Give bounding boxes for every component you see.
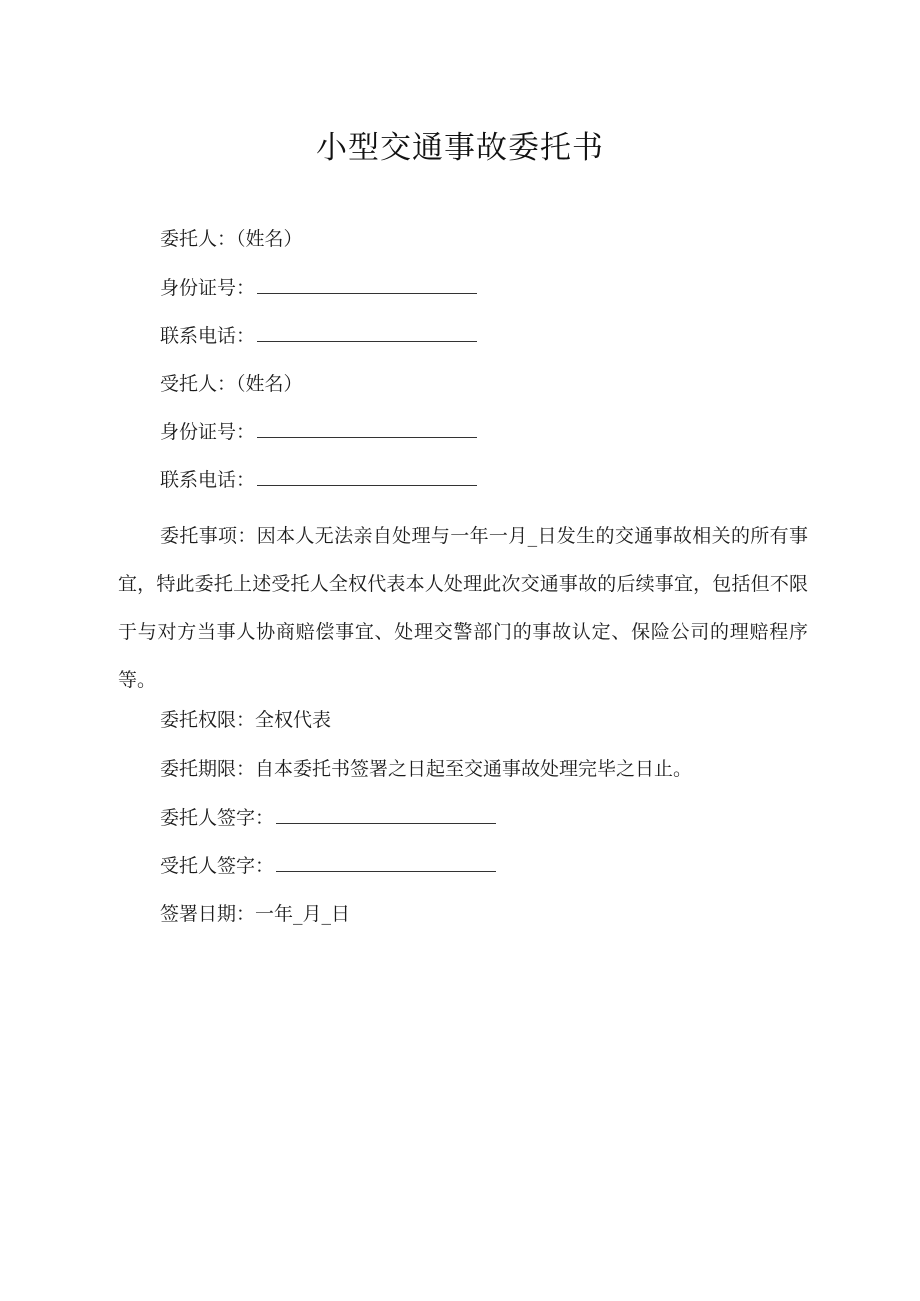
authority-line: 委托权限：全权代表 [160,709,332,731]
principal-id-blank[interactable] [257,275,477,294]
agent-signature-label: 受托人签字： [160,855,275,877]
agent-phone-blank[interactable] [257,467,477,486]
sign-date-line: 签署日期：一年_月_日 [160,903,351,925]
principal-signature-line [160,803,496,833]
principal-label: 委托人： [160,228,237,250]
agent-label: 受托人： [160,373,237,395]
agent-phone-label: 联系电话： [160,469,256,491]
agent-id-blank[interactable] [257,419,477,438]
principal-phone-blank[interactable] [257,323,477,342]
matters-paragraph: 委托事项：因本人无法亲自处理与一年一月_日发生的交通事故相关的所有事宜，特此委托上述受托人全权代表本人处理此次交通事故的后续事宜，包括但不限于与对方当事人协商赔偿事宜、处理交警部门的事故认定、保险公司的理赔程序等。 [118,525,808,691]
document-title: 小型交通事故委托书 [316,130,604,166]
agent-signature-blank[interactable] [276,853,496,872]
principal-name-line [160,224,303,254]
agent-signature-line [160,851,496,881]
agent-id-line [160,417,477,447]
principal-phone-line [160,321,477,351]
principal-id-label: 身份证号： [160,277,256,299]
agent-id-label: 身份证号： [160,421,256,443]
principal-signature-label: 委托人签字： [160,807,275,829]
agent-phone-line [160,465,477,495]
principal-id-line [160,273,477,303]
principal-signature-blank[interactable] [276,805,496,824]
agent-name-value: （姓名） [236,373,303,395]
principal-phone-label: 联系电话： [160,325,256,347]
agent-name-line [160,369,303,399]
principal-name-value: （姓名） [236,228,303,250]
period-line: 委托期限：自本委托书签署之日起至交通事故处理完毕之日止。 [160,758,693,780]
